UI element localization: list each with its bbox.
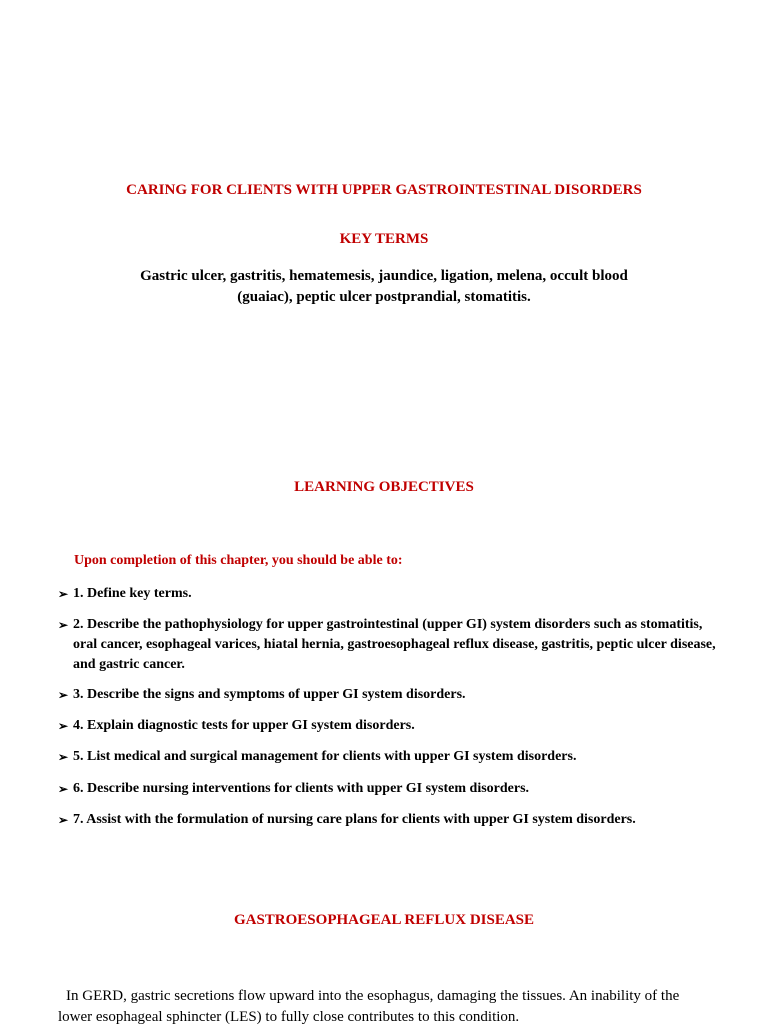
- arrow-bullet-icon: ➢: [58, 618, 69, 632]
- objective-item: [58, 810, 718, 830]
- arrow-bullet-icon: ➢: [58, 587, 69, 601]
- arrow-bullet-icon: ➢: [58, 750, 69, 764]
- learning-objectives-heading: LEARNING OBJECTIVES: [294, 479, 474, 495]
- objective-text: 2. Describe the pathophysiology for upper gastrointestinal (upper GI) system disorders such as stomatitis, oral cancer, esophageal varices, hiatal hernia, gastroesophageal reflux disease, gastritis, peptic ulcer disease, and gastric cancer.: [73, 617, 716, 672]
- objective-item: [58, 615, 718, 675]
- arrow-bullet-icon: ➢: [58, 688, 69, 702]
- objective-text: 1. Define key terms.: [73, 586, 192, 601]
- objective-text: 4. Explain diagnostic tests for upper GI system disorders.: [73, 718, 415, 733]
- objective-text: 5. List medical and surgical management for clients with upper GI system disorders.: [73, 749, 577, 764]
- key-terms-line-2: (guaiac), peptic ulcer postprandial, stomatitis.: [237, 289, 531, 305]
- arrow-bullet-icon: ➢: [58, 719, 69, 733]
- document-title: CARING FOR CLIENTS WITH UPPER GASTROINTESTINAL DISORDERS: [126, 182, 642, 198]
- key-terms-line-1: Gastric ulcer, gastritis, hematemesis, jaundice, ligation, melena, occult blood: [140, 268, 628, 284]
- objective-text: 7. Assist with the formulation of nursing care plans for clients with upper GI system disorders.: [73, 812, 636, 827]
- gerd-heading: GASTROESOPHAGEAL REFLUX DISEASE: [233, 912, 535, 928]
- objective-item: [58, 716, 718, 736]
- objectives-intro: Upon completion of this chapter, you should be able to:: [74, 553, 403, 568]
- arrow-bullet-icon: ➢: [58, 782, 69, 796]
- objective-text: 6. Describe nursing interventions for clients with upper GI system disorders.: [73, 781, 530, 796]
- objective-item: [58, 779, 718, 799]
- objective-item: [58, 584, 718, 604]
- gerd-paragraph: In GERD, gastric secretions flow upward into the esophagus, damaging the tissues. An inability of the lower esophageal sphincter (LES) to fully close contributes to this condition.: [58, 988, 680, 1025]
- key-terms-heading: KEY TERMS: [339, 231, 429, 247]
- arrow-bullet-icon: ➢: [58, 813, 69, 827]
- objective-item: [58, 685, 718, 705]
- key-terms-list: [84, 266, 684, 308]
- objective-item: [58, 747, 718, 767]
- objective-text: 3. Describe the signs and symptoms of upper GI system disorders.: [73, 687, 466, 702]
